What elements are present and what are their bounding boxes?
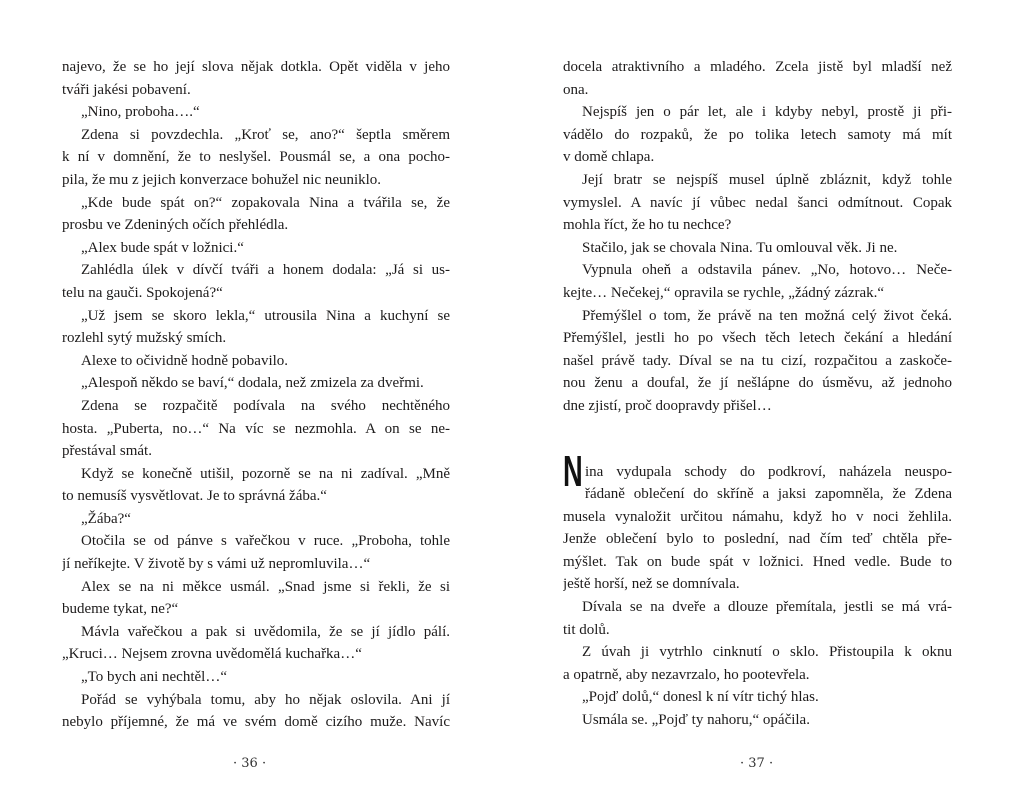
text-line: Usmála se. „Pojď ty nahoru,“ opáčila. xyxy=(582,712,810,729)
text-line: přestával smát. xyxy=(62,443,152,460)
text-line: najevo, že se ho její slova nějak dotkla. Opět viděla v jeho xyxy=(62,59,450,75)
text-line: ona. xyxy=(563,81,589,98)
text-line: docela atraktivního a mladého. Zcela jistě byl mladší než xyxy=(563,59,952,75)
text-line: mýšlet. Tak on bude spát v ložnici. Hned vedle. Bude to xyxy=(563,553,952,570)
text-line: budeme tykat, ne?“ xyxy=(62,601,179,618)
text-line: Nejspíš jen o pár let, ale i kdyby nebyl, prostě ji při- xyxy=(582,104,952,121)
text-line: prosbu ve Zdeniných očích přehlédla. xyxy=(62,217,289,234)
text-line: k ní v domnění, že to neslyšel. Pousmál se, a ona pocho- xyxy=(62,149,450,166)
drop-cap: N xyxy=(563,447,583,496)
text-line: a opatrně, aby nezavrzalo, ho pootevřela. xyxy=(563,666,810,683)
text-line: tit dolů. xyxy=(563,621,610,638)
text-line: kejte… Nečekej,“ opravila se rychle, „žádný zázrak.“ xyxy=(563,284,885,301)
text-line: ještě horší, než se domnívala. xyxy=(563,576,740,593)
text-line: Stačilo, jak se chovala Nina. Tu omlouval věk. Ji ne. xyxy=(582,239,898,256)
text-line: mohla říct, že ho tu nechce? xyxy=(563,217,732,234)
left-page-text xyxy=(62,56,450,734)
text-line: pila, že mu z jejich konverzace bohužel nic neuniklo. xyxy=(62,171,382,188)
text-line: Když se konečně utišil, pozorně se na ni zadíval. „Mně xyxy=(81,465,450,482)
text-line: hosta. „Puberta, no…“ Na víc se nezmohla. A on se ne- xyxy=(62,420,450,437)
text-line: ina vydupala schody do podkroví, naházela neuspo- xyxy=(585,463,952,480)
text-line: Jenže oblečení bylo to poslední, nad čím teď chtěla pře- xyxy=(563,531,952,548)
page-number-right: · 37 · xyxy=(740,756,774,771)
text-line: Zahlédla úlek v dívčí tváři a honem dodala: „Já si us- xyxy=(81,262,450,279)
text-line: Mávla vařečkou a pak si uvědomila, že se jí jídlo pálí. xyxy=(81,623,450,640)
text-line: Zdena si povzdechla. „Kroť se, ano?“ šeptla směrem xyxy=(81,126,450,143)
text-line: vymyslel. A navíc jí vůbec nedal šanci odmítnout. Copak xyxy=(563,194,952,211)
text-line: „Kde bude spát on?“ zopakovala Nina a tvářila se, že xyxy=(81,194,450,211)
text-line: Alexe to očividně hodně pobavilo. xyxy=(81,352,289,369)
right-page-text xyxy=(563,56,952,732)
text-line: telu na gauči. Spokojená?“ xyxy=(62,284,223,301)
text-line: dne zjistí, proč doopravdy přišel… xyxy=(563,397,772,414)
text-line: rozlehl sytý mužský smích. xyxy=(62,330,227,347)
text-line: řádaně oblečení do skříně a jaksi zapomněla, že Zdena xyxy=(585,486,952,503)
text-line: Pořád se vyhýbala tomu, aby ho nějak oslovila. Ani jí xyxy=(81,691,450,708)
text-line: „To bych ani nechtěl…“ xyxy=(81,669,227,686)
text-line: v domě chlapa. xyxy=(563,149,655,166)
text-line: „Kruci… Nejsem zrovna uvědomělá kuchařka…“ xyxy=(62,646,362,663)
text-line: jí neříkejte. V životě by s vámi už nepromluvila…“ xyxy=(62,556,371,573)
text-line: „Alex bude spát v ložnici.“ xyxy=(81,239,244,256)
text-line: Její bratr se nejspíš musel úplně zbláznit, když tohle xyxy=(582,171,952,188)
text-line: nebylo příjemné, že má ve svém domě cizího muže. Navíc xyxy=(62,714,450,731)
text-line: „Žába?“ xyxy=(81,510,131,527)
text-line: „Nino, proboha….“ xyxy=(81,104,200,121)
text-line: Dívala se na dveře a dlouze přemítala, jestli se má vrá- xyxy=(582,599,952,616)
text-line: Otočila se od pánve s vařečkou v ruce. „Proboha, tohle xyxy=(81,533,450,550)
text-line: Přemýšlel, jestli ho po všech těch letech čekání a hledání xyxy=(563,330,952,347)
text-line: nou ženu a doufal, že jí nešlápne do úsměvu, až jednoho xyxy=(563,375,952,392)
text-line: „Alespoň někdo se baví,“ dodala, než zmizela za dveřmi. xyxy=(81,375,424,392)
text-line: to nemusíš vysvětlovat. Je to správná žába.“ xyxy=(62,488,327,505)
text-line: Alex se na ni měkce usmál. „Snad jsme si řekli, že si xyxy=(81,578,450,595)
text-line: tváři jakési pobavení. xyxy=(62,81,191,98)
text-line: Vypnula oheň a odstavila pánev. „No, hotovo… Neče- xyxy=(582,262,952,279)
text-line: našel právě tady. Díval se na tu cizí, rozpačitou a zaskoče- xyxy=(563,352,952,369)
text-line: musela vynaložit určitou námahu, když ho v noci žehlila. xyxy=(563,508,952,525)
page-number-left: · 36 · xyxy=(233,756,267,771)
text-line: Z úvah ji vytrhlo cinknutí o sklo. Přistoupila k oknu xyxy=(582,644,952,661)
text-line: Přemýšlel o tom, že právě na ten možná celý život čeká. xyxy=(582,307,952,324)
text-line: „Už jsem se skoro lekla,“ utrousila Nina a kuchyní se xyxy=(81,307,450,324)
text-line: vádělo do rozpaků, že po tolika letech samoty má mít xyxy=(563,126,952,143)
text-line: „Pojď dolů,“ donesl k ní vítr tichý hlas. xyxy=(582,689,819,706)
text-line: Zdena se rozpačitě podívala na svého nechtěného xyxy=(81,397,450,414)
